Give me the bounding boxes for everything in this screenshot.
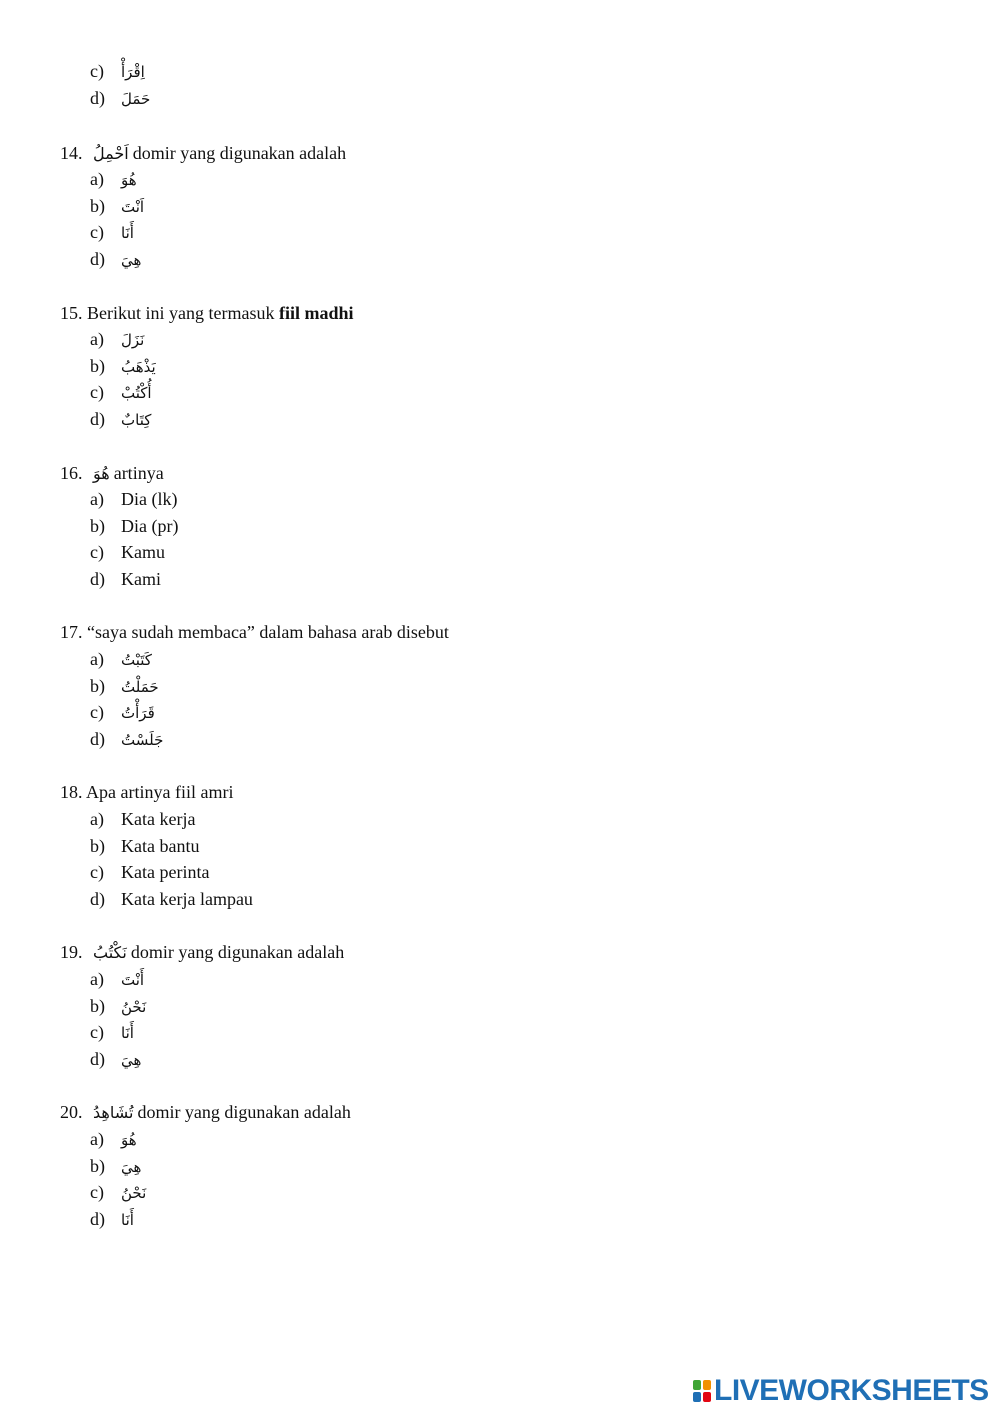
- question-18: [60, 781, 233, 803]
- option-letter: a): [90, 329, 104, 349]
- question-text: Berikut ini yang termasuk: [87, 303, 275, 323]
- option-letter: a): [90, 649, 104, 669]
- logo-grid-icon: [693, 1380, 711, 1402]
- question-19: [60, 941, 344, 964]
- question-text: Apa artinya fiil amri: [86, 782, 234, 802]
- question-arabic-word: هُوَ: [93, 464, 110, 483]
- option-text: هِيَ: [121, 1051, 142, 1069]
- option-text: نَحْنُ: [121, 998, 147, 1016]
- option-letter: a): [90, 809, 104, 829]
- option-text: Kata kerja: [121, 809, 196, 829]
- option-letter: b): [90, 516, 105, 536]
- option-text: هُوَ: [121, 171, 137, 189]
- answer-option[interactable]: [90, 835, 199, 857]
- answer-option[interactable]: [90, 968, 144, 990]
- question-number: 15.: [60, 303, 83, 323]
- option-text: كَتَبْتُ: [121, 651, 152, 669]
- option-text: هِيَ: [121, 251, 142, 269]
- answer-option[interactable]: [90, 1208, 134, 1230]
- liveworksheets-logo: [693, 1376, 989, 1406]
- option-text: قَرَأْتُ: [121, 704, 155, 722]
- option-letter: c): [90, 702, 104, 722]
- option-text: حَمَلَ: [121, 90, 151, 108]
- question-arabic-word: نَكْتُبُ: [93, 943, 127, 962]
- option-text: حَمَلْتُ: [121, 678, 159, 696]
- option-letter: c): [90, 382, 104, 402]
- option-text: هُوَ: [121, 1131, 137, 1149]
- option-letter: a): [90, 489, 104, 509]
- logo-text: LIVEWORKSHEETS: [714, 1374, 989, 1407]
- option-text: نَحْنُ: [121, 1184, 147, 1202]
- option-text: جَلَسْتُ: [121, 731, 164, 749]
- answer-option[interactable]: [90, 701, 155, 723]
- option-letter: c): [90, 61, 104, 81]
- option-letter: d): [90, 1049, 105, 1069]
- answer-option[interactable]: [90, 861, 209, 883]
- option-text: Kamu: [121, 542, 165, 562]
- option-letter: d): [90, 1209, 105, 1229]
- answer-option[interactable]: [90, 648, 152, 670]
- question-arabic-word: اَحْمِلُ: [93, 144, 129, 163]
- answer-option[interactable]: [90, 1021, 134, 1043]
- question-text: domir yang digunakan adalah: [130, 942, 345, 962]
- option-letter: d): [90, 569, 105, 589]
- answer-option[interactable]: [90, 248, 141, 270]
- answer-option[interactable]: [90, 488, 177, 510]
- answer-option[interactable]: [90, 221, 134, 243]
- option-letter: b): [90, 996, 105, 1016]
- answer-option[interactable]: [90, 515, 178, 537]
- question-17: [60, 621, 449, 643]
- option-text: Kami: [121, 569, 161, 589]
- answer-option[interactable]: [90, 381, 152, 403]
- question-number: 17.: [60, 622, 83, 642]
- option-letter: d): [90, 729, 105, 749]
- question-text: domir yang digunakan adalah: [132, 143, 347, 163]
- option-text: هِيَ: [121, 1158, 142, 1176]
- question-number: 18.: [60, 782, 83, 802]
- option-letter: d): [90, 409, 105, 429]
- option-text: Dia (lk): [121, 489, 178, 509]
- option-letter: b): [90, 676, 105, 696]
- answer-option[interactable]: [90, 808, 195, 830]
- option-letter: c): [90, 1022, 104, 1042]
- question-15: [60, 302, 353, 324]
- answer-option[interactable]: [90, 1181, 146, 1203]
- option-letter: d): [90, 88, 105, 108]
- option-letter: d): [90, 889, 105, 909]
- answer-option[interactable]: [90, 87, 150, 109]
- option-text: Dia (pr): [121, 516, 179, 536]
- option-text: كِتَابٌ: [121, 411, 152, 429]
- answer-option[interactable]: [90, 60, 145, 82]
- answer-option[interactable]: [90, 195, 144, 217]
- option-text: Kata bantu: [121, 836, 200, 856]
- option-letter: c): [90, 862, 104, 882]
- option-letter: a): [90, 169, 104, 189]
- option-letter: d): [90, 249, 105, 269]
- question-text: artinya: [113, 463, 164, 483]
- option-letter: a): [90, 1129, 104, 1149]
- option-letter: b): [90, 196, 105, 216]
- option-letter: b): [90, 836, 105, 856]
- question-text: domir yang digunakan adalah: [137, 1102, 351, 1122]
- question-number: 19.: [60, 942, 83, 962]
- question-number: 20.: [60, 1102, 83, 1122]
- answer-option[interactable]: [90, 168, 137, 190]
- option-text: نَزَلَ: [121, 331, 145, 349]
- question-16: [60, 462, 164, 485]
- answer-option[interactable]: [90, 408, 151, 430]
- option-text: اَنْتَ: [121, 198, 145, 216]
- option-letter: c): [90, 222, 104, 242]
- answer-option[interactable]: [90, 328, 144, 350]
- answer-option[interactable]: [90, 568, 161, 590]
- option-text: يَذْهَبُ: [121, 358, 156, 376]
- question-number: 16.: [60, 463, 83, 483]
- question-14: [60, 142, 346, 165]
- option-text: أَنْتَ: [121, 971, 145, 989]
- question-20: [60, 1101, 351, 1124]
- option-letter: a): [90, 969, 104, 989]
- option-letter: c): [90, 1182, 104, 1202]
- answer-option[interactable]: [90, 541, 165, 563]
- question-number: 14.: [60, 143, 83, 163]
- option-letter: b): [90, 1156, 105, 1176]
- option-text: أَنَا: [121, 1211, 134, 1229]
- question-bold-term: fiil madhi: [278, 303, 354, 323]
- option-text: Kata kerja lampau: [121, 889, 253, 909]
- question-arabic-word: تُشَاهِدُ: [93, 1103, 134, 1122]
- option-text: أُكْتُبْ: [121, 384, 152, 402]
- answer-option[interactable]: [90, 1128, 137, 1150]
- option-text: اِقْرَأْ: [121, 63, 145, 81]
- answer-option[interactable]: [90, 355, 156, 377]
- option-letter: c): [90, 542, 104, 562]
- answer-option[interactable]: [90, 1155, 141, 1177]
- option-text: أَنَا: [121, 224, 134, 242]
- question-text: “saya sudah membaca” dalam bahasa arab disebut: [87, 622, 449, 642]
- answer-option[interactable]: [90, 995, 146, 1017]
- answer-option[interactable]: [90, 888, 253, 910]
- answer-option[interactable]: [90, 1048, 141, 1070]
- answer-option[interactable]: [90, 675, 159, 697]
- option-text: أَنَا: [121, 1024, 134, 1042]
- answer-option[interactable]: [90, 728, 163, 750]
- option-text: Kata perinta: [121, 862, 210, 882]
- option-letter: b): [90, 356, 105, 376]
